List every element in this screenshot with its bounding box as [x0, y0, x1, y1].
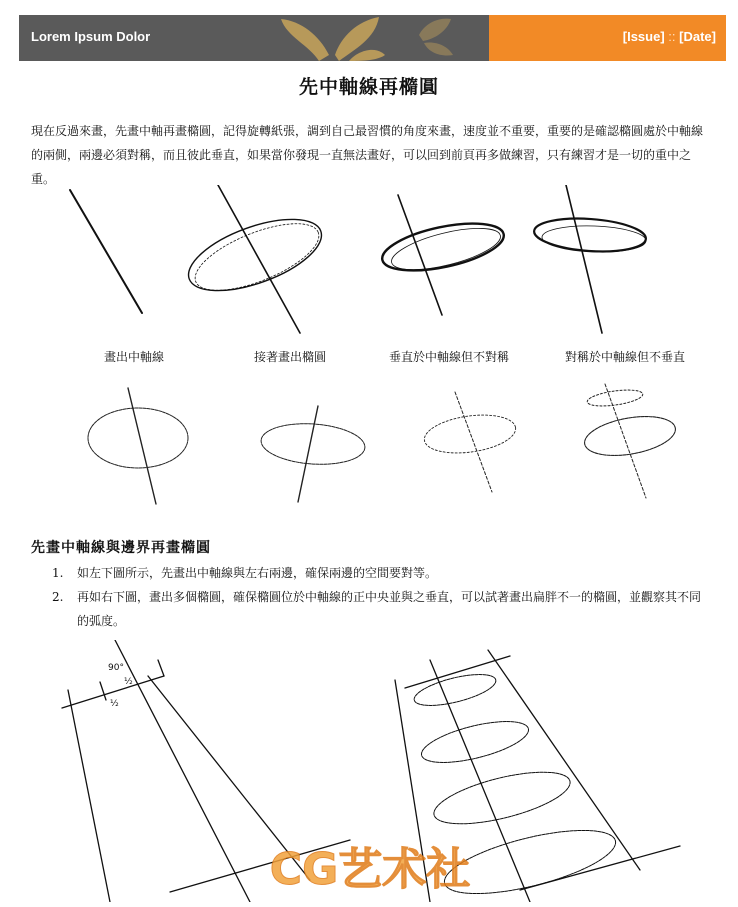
section-heading: 先畫中軸線與邊界再畫橢圓	[31, 540, 211, 556]
issue-label: [Issue]	[622, 29, 665, 44]
meta-separator: ::	[668, 29, 676, 44]
list-item-text: 如左下圖所示，先畫出中軸線與左右兩邊，確保兩邊的空間要對等。	[77, 566, 438, 580]
brand-name: Lorem Ipsum Dolor	[31, 29, 151, 44]
header-left-panel	[19, 15, 489, 61]
date-label: [Date]	[679, 29, 716, 44]
list-item	[52, 585, 712, 633]
header-band	[19, 15, 726, 61]
sketch-label-right: ½	[124, 677, 133, 687]
caption-3: 垂直於中軸線但不對稱	[389, 350, 510, 364]
ellipse-sketch-row-2	[80, 378, 730, 508]
sketch-label-left: ½	[110, 699, 119, 709]
list-item-number: 1.	[52, 566, 64, 580]
watermark-logo	[245, 840, 495, 896]
page-title: 先中軸線再橢圓	[298, 76, 439, 98]
list-item-text: 再如右下圖，畫出多個橢圓，確保橢圓位於中軸線的正中央並與之垂直，可以試著畫出扁胖不一的橢圓，並觀察其不同的弧度。	[77, 590, 702, 628]
list-item-number: 2.	[52, 590, 64, 604]
intro-paragraph: 現在反過來畫，先畫中軸再畫橢圓，記得旋轉紙張，調到自己最習慣的角度來畫，速度並不重要，重要的是確認橢圓處於中軸線的兩側，兩邊必須對稱，而且彼此垂直，如果當你發現一直無法畫好，可以回到前頁再多做練習，只有練習才是一切的重中之重。	[31, 124, 704, 186]
caption-1: 畫出中軸線	[104, 350, 165, 364]
ellipse-sketch-row-1	[60, 185, 730, 345]
caption-2: 接著畫出橢圓	[254, 350, 327, 364]
issue-date-meta	[623, 29, 716, 44]
header-right-panel	[489, 15, 726, 61]
instruction-list	[52, 561, 712, 633]
list-item	[52, 561, 712, 585]
sketch-label-top: 90°	[108, 663, 124, 673]
watermark-text: CG艺术社	[269, 844, 471, 895]
caption-4: 對稱於中軸線但不垂直	[565, 350, 686, 364]
